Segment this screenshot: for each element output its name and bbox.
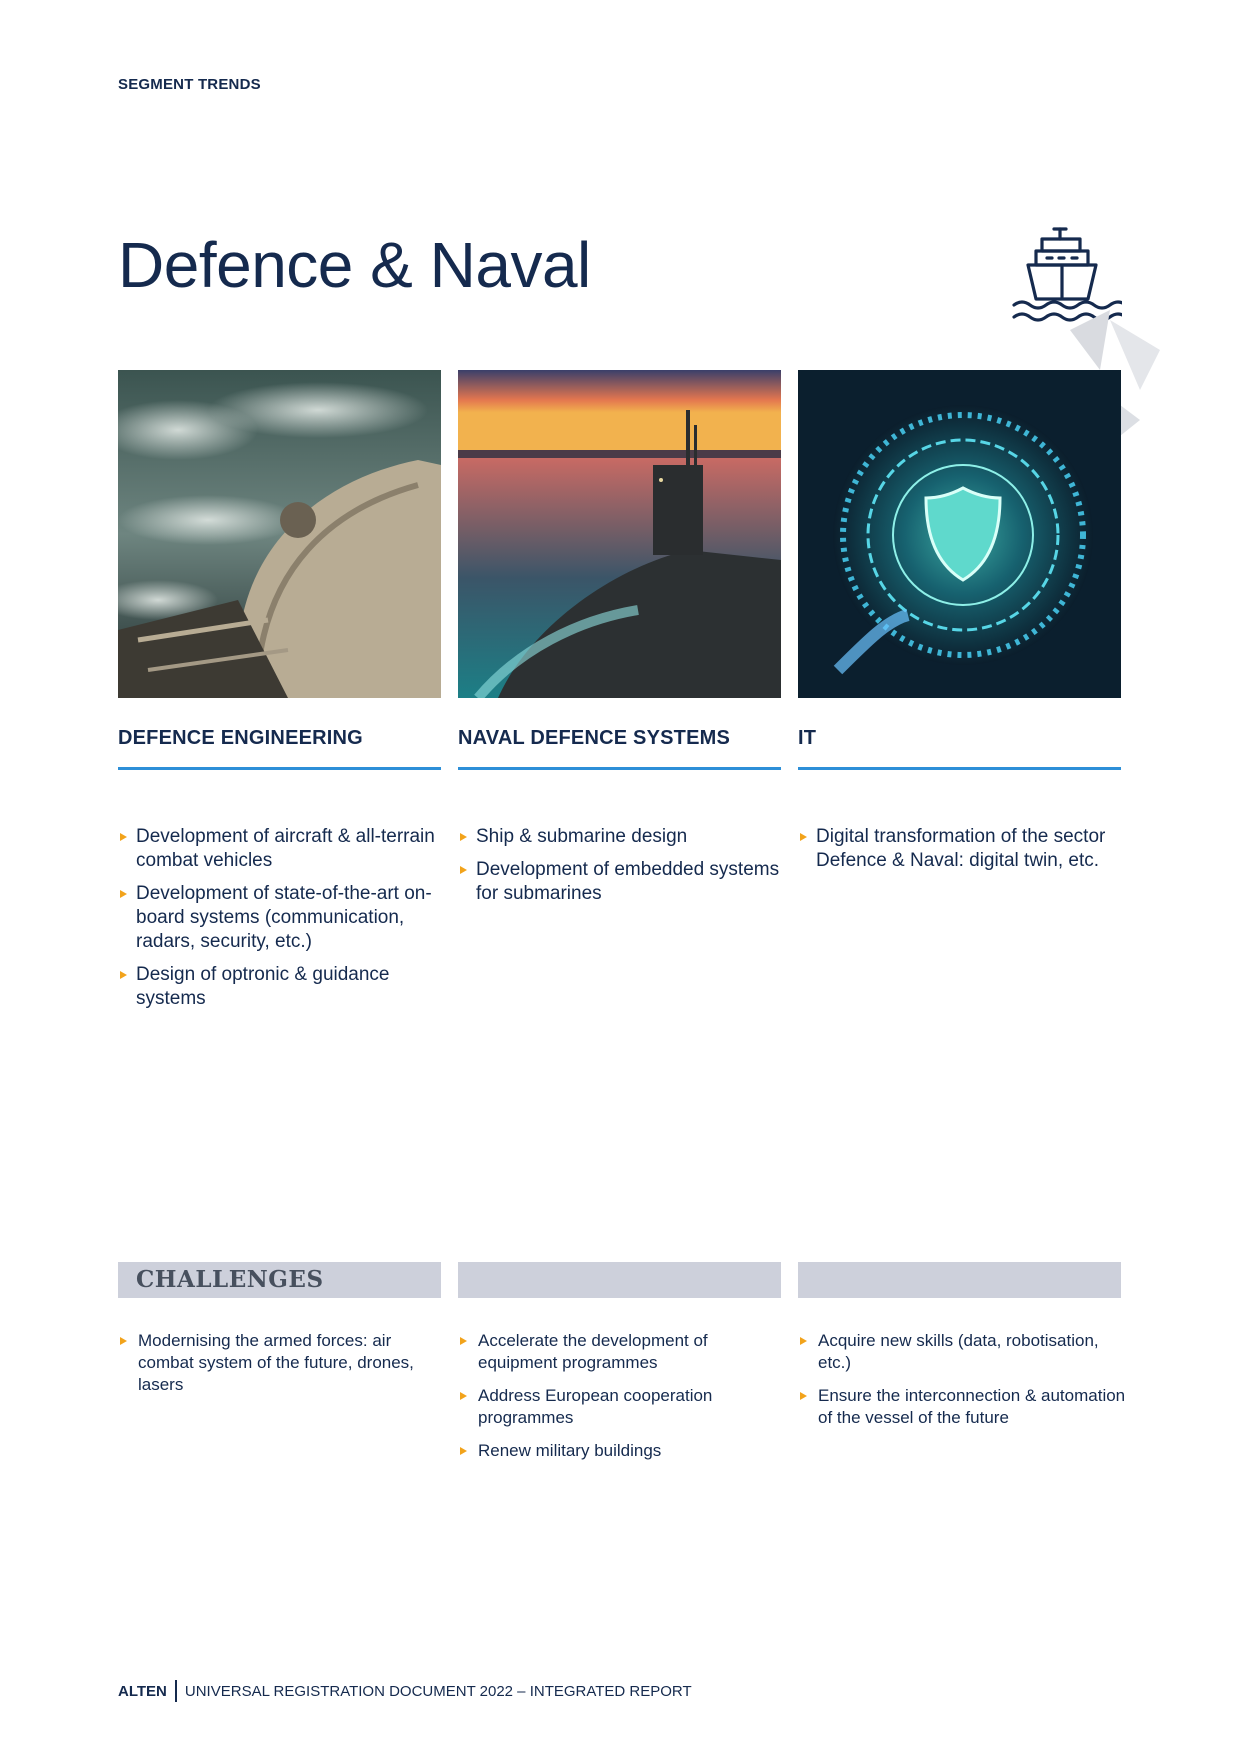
list-item: Development of embedded systems for submarines (458, 858, 788, 906)
defence-engineering-list (118, 825, 448, 1020)
cyber-shield-photo (798, 370, 1121, 698)
list-item: Digital transformation of the sector Defence & Naval: digital twin, etc. (798, 825, 1128, 873)
list-item: Development of aircraft & all-terrain combat vehicles (118, 825, 448, 873)
footer-brand: ALTEN (118, 1682, 167, 1700)
segment-label: SEGMENT TRENDS (118, 76, 261, 93)
list-item: Modernising the armed forces: air combat system of the future, drones, lasers (118, 1330, 448, 1396)
list-item: Design of optronic & guidance systems (118, 963, 448, 1011)
it-list (798, 825, 1128, 882)
footer-document-title: UNIVERSAL REGISTRATION DOCUMENT 2022 – INTEGRATED REPORT (184, 1682, 692, 1700)
column-heading-defence-engineering: DEFENCE ENGINEERING (118, 727, 363, 749)
satellite-dish-photo (118, 370, 441, 698)
column-heading-naval-defence-systems: NAVAL DEFENCE SYSTEMS (458, 727, 731, 749)
challenges-title: CHALLENGES (136, 1266, 324, 1293)
list-item: Acquire new skills (data, robotisation, etc.) (798, 1330, 1128, 1374)
challenges-list-naval (458, 1330, 788, 1473)
challenges-bar (458, 1262, 781, 1298)
footer-separator (175, 1680, 177, 1702)
list-item: Renew military buildings (458, 1440, 788, 1462)
page-title: Defence & Naval (118, 229, 591, 301)
challenges-bar (118, 1262, 441, 1298)
list-item: Accelerate the development of equipment programmes (458, 1330, 788, 1374)
list-item: Address European cooperation programmes (458, 1385, 788, 1429)
column-divider (118, 767, 441, 770)
column-heading-it: IT (798, 727, 817, 749)
list-item: Ship & submarine design (458, 825, 788, 849)
challenges-list-it (798, 1330, 1128, 1440)
page-footer (118, 1680, 692, 1702)
naval-defence-systems-list (458, 825, 788, 915)
challenges-list-defence (118, 1330, 448, 1407)
column-divider (798, 767, 1121, 770)
list-item: Ensure the interconnection & automation of the vessel of the future (798, 1385, 1128, 1429)
list-item: Development of state-of-the-art on-board systems (communication, radars, security, etc.) (118, 882, 448, 954)
column-divider (458, 767, 781, 770)
challenges-bar (798, 1262, 1121, 1298)
submarine-photo (458, 370, 781, 698)
